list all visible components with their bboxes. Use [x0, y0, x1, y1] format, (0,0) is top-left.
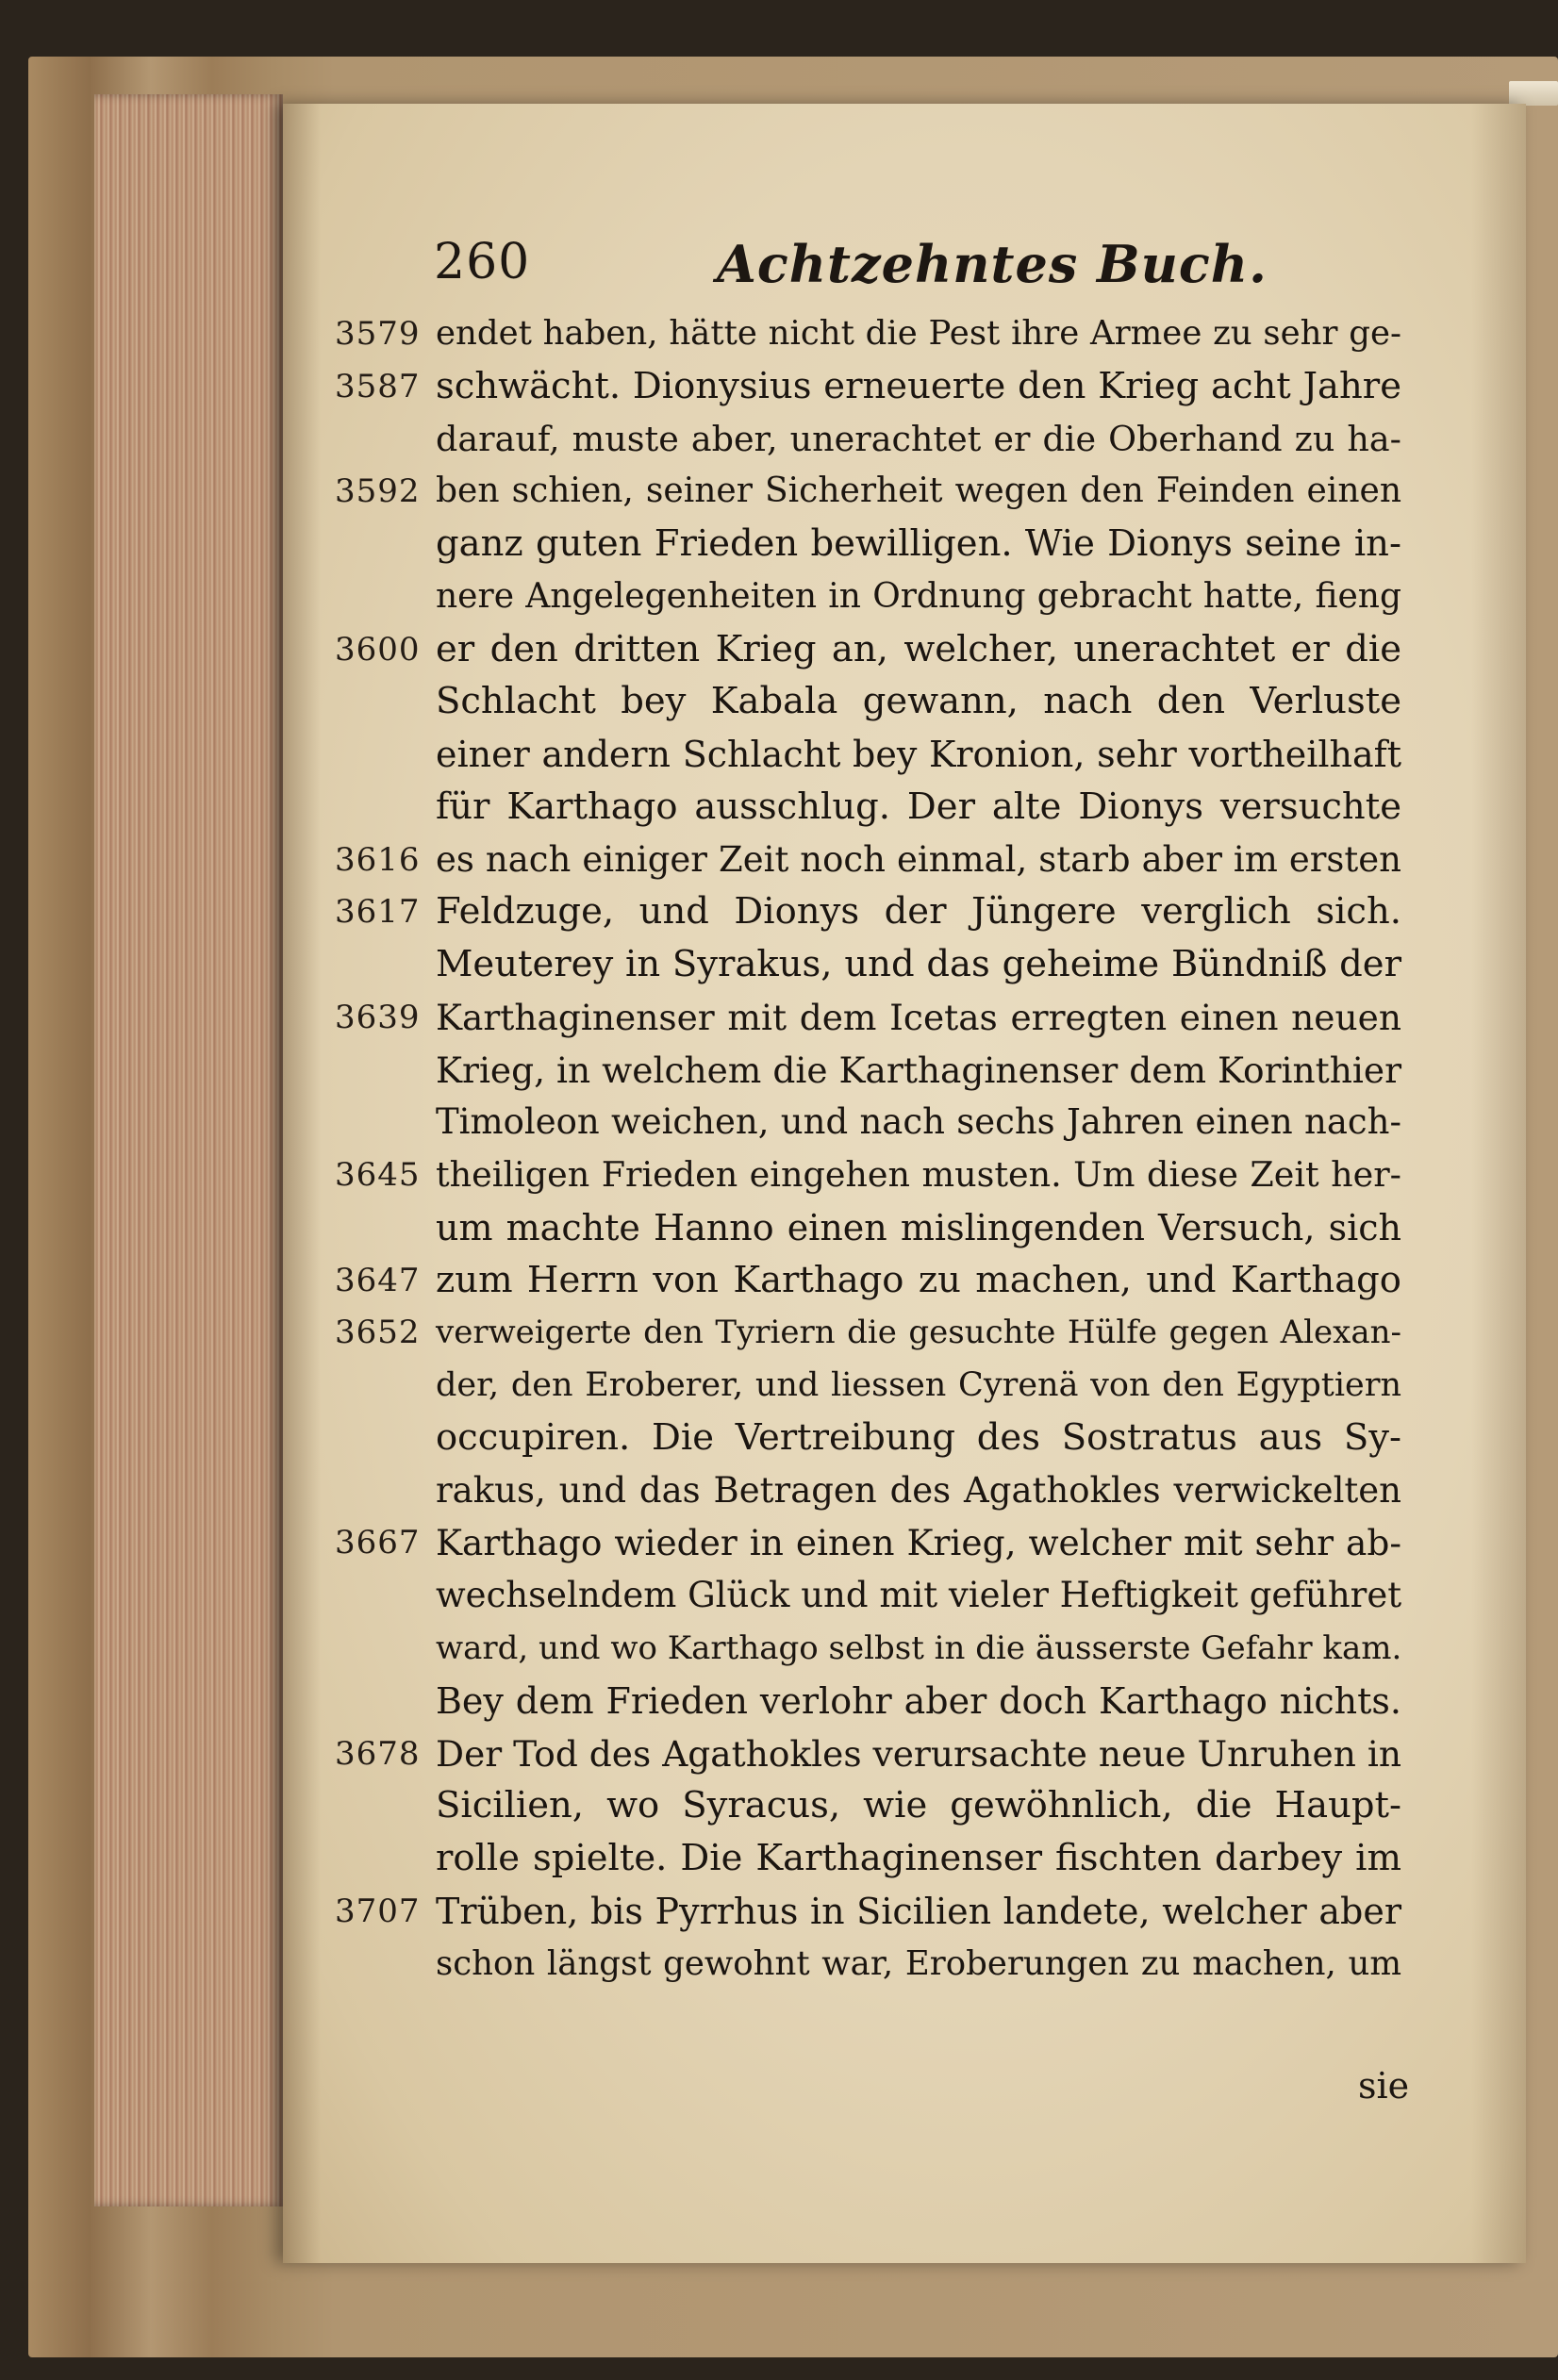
margin-year: 3639 — [335, 998, 421, 1036]
text-line: einer andern Schlacht bey Kronion, sehr vortheilhaft — [436, 734, 1401, 776]
text-line: für Karthago ausschlug. Der alte Dionys versuchte — [436, 785, 1401, 828]
text-line: verweigerte den Tyriern die gesuchte Hülfe gegen Alexan- — [436, 1314, 1401, 1352]
text-line: theiligen Frieden eingehen musten. Um diese Zeit her- — [436, 1154, 1401, 1196]
text-line: wechselndem Glück und mit vieler Heftigkeit geführet — [436, 1575, 1402, 1616]
text-line: Schlacht bey Kabala gewann, nach den Verluste — [436, 680, 1401, 723]
text-line: Sicilien, wo Syracus, wie gewöhnlich, die Haupt- — [436, 1784, 1401, 1827]
margin-year: 3600 — [335, 630, 421, 669]
text-line: Timoleon weichen, und nach sechs Jahren einen nach- — [436, 1101, 1401, 1143]
text-line: endet haben, hätte nicht die Pest ihre Armee zu sehr ge- — [436, 314, 1401, 353]
margin-year: 3667 — [335, 1524, 421, 1562]
gutter-shadow — [283, 104, 321, 2263]
margin-year: 3587 — [335, 367, 421, 405]
text-line: es nach einiger Zeit noch einmal, starb aber im ersten — [436, 838, 1401, 880]
margin-year: 3592 — [335, 472, 421, 511]
margin-year: 3616 — [335, 840, 421, 879]
page-edges — [94, 94, 283, 2206]
text-line: um machte Hanno einen mislingenden Versuch, sich — [436, 1206, 1401, 1248]
running-head: Achtzehntes Buch. — [717, 234, 1268, 294]
text-line: rolle spielte. Die Karthaginenser fischten darbey im — [436, 1837, 1401, 1880]
text-line: ward, und wo Karthago selbst in die äusserste Gefahr kam. — [436, 1629, 1402, 1667]
catchword: sie — [1358, 2065, 1410, 2107]
text-line: Karthaginenser mit dem Icetas erregten einen neuen — [436, 996, 1401, 1038]
right-edge-shadow — [1471, 104, 1526, 2263]
text-line: darauf, muste aber, unerachtet er die Oberhand zu ha- — [436, 418, 1401, 459]
margin-year: 3645 — [335, 1156, 421, 1195]
text-line: schon längst gewohnt war, Eroberungen zu machen, um — [436, 1943, 1401, 1983]
text-line: Karthago wieder in einen Krieg, welcher mit sehr ab- — [436, 1522, 1401, 1564]
bookmark-ribbon — [1509, 81, 1558, 106]
text-line: ganz guten Frieden bewilligen. Wie Dionys seine in- — [436, 522, 1401, 566]
text-line: Krieg, in welchem die Karthaginenser dem Korinthier — [436, 1049, 1401, 1091]
text-line: occupiren. Die Vertreibung des Sostratus aus Sy- — [436, 1415, 1401, 1459]
text-line: schwächt. Dionysius erneuerte den Krieg acht Jahre — [436, 364, 1401, 407]
text-line: Trüben, bis Pyrrhus in Sicilien landete, welcher aber — [436, 1890, 1401, 1932]
margin-year: 3678 — [335, 1734, 421, 1773]
page-number: 260 — [434, 234, 531, 290]
text-line: der, den Eroberer, und liessen Cyrenä von den Egyptiern — [436, 1366, 1401, 1405]
text-line: Bey dem Frieden verlohr aber doch Karthago nichts. — [436, 1679, 1401, 1722]
text-line: er den dritten Krieg an, welcher, unerachtet er die — [436, 627, 1401, 670]
margin-year: 3707 — [335, 1892, 421, 1930]
text-line: zum Herrn von Karthago zu machen, und Karthago — [436, 1258, 1401, 1301]
page-header — [434, 234, 1396, 309]
text-line: nere Angelegenheiten in Ordnung gebracht hatte, fieng — [436, 576, 1401, 616]
text-line: Feldzuge, und Dionys der Jüngere verglich sich. — [436, 890, 1401, 934]
margin-year: 3617 — [335, 893, 421, 932]
margin-year: 3652 — [335, 1314, 421, 1352]
margin-year: 3647 — [335, 1261, 421, 1299]
text-line: Der Tod des Agathokles verursachte neue Unruhen in — [436, 1732, 1401, 1775]
text-line: Meuterey in Syrakus, und das geheime Bündniß der — [436, 943, 1401, 986]
margin-year: 3579 — [335, 315, 421, 353]
text-line: ben schien, seiner Sicherheit wegen den Feinden einen — [436, 471, 1401, 511]
text-line: rakus, und das Betragen des Agathokles verwickelten — [436, 1469, 1401, 1511]
